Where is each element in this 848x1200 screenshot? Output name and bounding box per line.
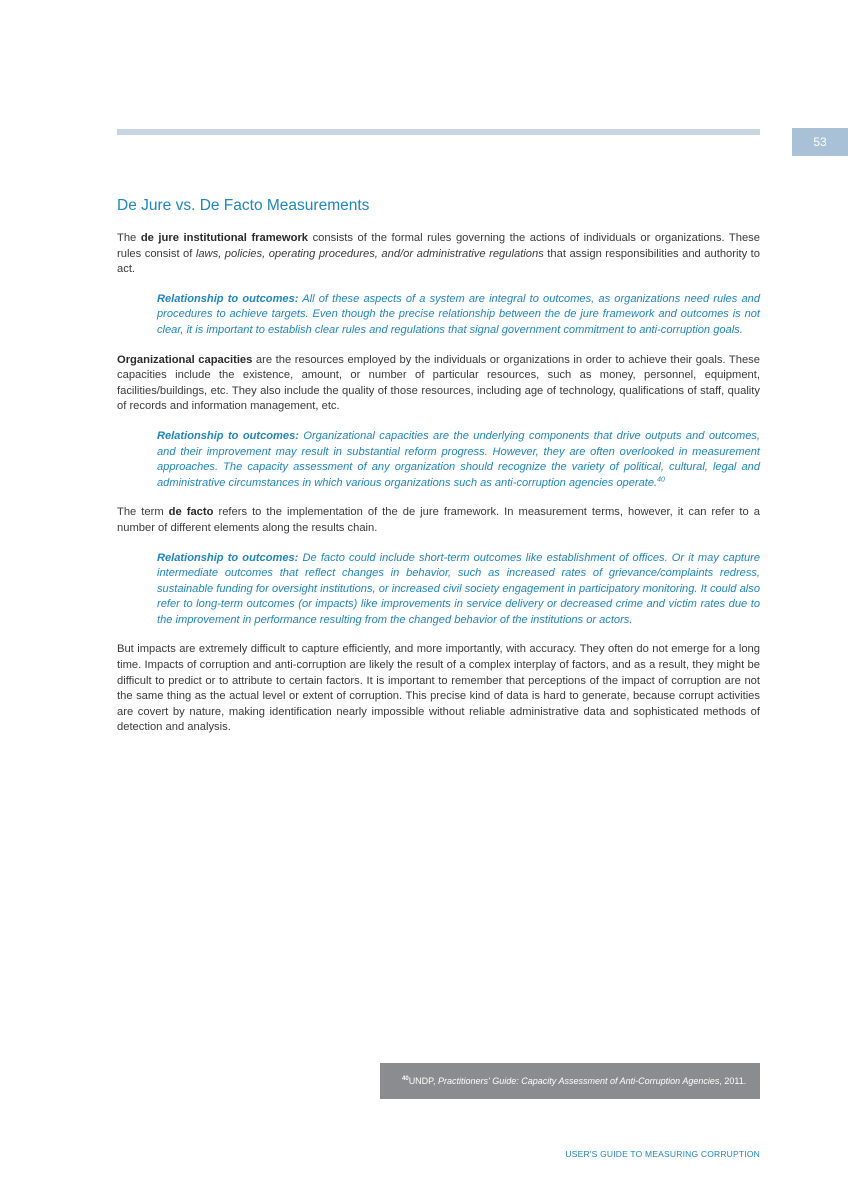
p2-term: Organizational capacities: [117, 353, 253, 366]
rel3-label: Relationship to outcomes:: [157, 551, 299, 564]
rel1-text: All of these aspects of a system are integral to outcomes, as organizations need rules and procedures to achieve targets. Even though the precise relationship between the de jure framework and outcomes is not clear, it is important to establish clear rules and regulations that signal government commitment to anti-corruption goals.: [157, 292, 761, 336]
rel3-text: De facto could include short-term outcomes like establishment of offices. Or it may capture intermediate outcomes that reflect changes in behavior, such as increased rates of grievance/complaints redress, sustainable funding for oversight institutions, or increased civil society engagement in participatory monitoring. It could also refer to long-term outcomes (or impacts) like improvements in service delivery or decreased crime and victim rates due to the improvement in performance resulting from the changed behavior of the institutions or actors.: [157, 551, 761, 626]
p3-pre: The term: [117, 506, 169, 519]
footnote-post: , 2011.: [719, 1076, 747, 1086]
running-footer: USER'S GUIDE TO MEASURING CORRUPTION: [565, 1149, 760, 1159]
p1-post: that assign responsibilities and authority to act.: [117, 247, 760, 276]
footnote-reference[interactable]: 40: [657, 476, 665, 484]
footnote-pre: UNDP,: [408, 1076, 439, 1086]
main-content: [117, 197, 760, 750]
section-heading: De Jure vs. De Facto Measurements: [117, 197, 370, 214]
paragraph-capacities: [117, 353, 760, 415]
rel2-text: Organizational capacities are the underlying components that drive outputs and outcomes, and their improvement may result in substantial reform progress. However, they are often overlooked in measurement approaches. The capacity assessment of any organization should recognize the variety of political, cultural, legal and administrative circumstances in which various organizations such as anti-corruption agencies operate.: [157, 429, 761, 489]
p2-text: are the resources employed by the individuals or organizations in order to achieve their goals. These capacities include the existence, amount, or number of particular resources, such as money, personnel, equipment, facilities/buildings, etc. They also include the quality of those resources, including age of technology, qualifications of staff, quality of records and information management, etc.: [117, 353, 761, 413]
footnote-title: Practitioners' Guide: Capacity Assessment of Anti-Corruption Agencies: [438, 1076, 720, 1086]
rel2-label: Relationship to outcomes:: [157, 429, 299, 442]
paragraph-de-jure: [117, 231, 760, 278]
footnote-number: 40: [402, 1076, 409, 1082]
p1-term: de jure institutional framework: [140, 232, 309, 244]
page-number: 53: [792, 128, 848, 156]
paragraph-impacts: But impacts are extremely difficult to capture efficiently, and more importantly, with accuracy. They often do not emerge for a long time. Impacts of corruption and anti-corruption are likely the result of a complex interplay of factors, and as a result, they might be difficult to predict or to attribute to certain factors. It is important to remember that perceptions of the impact of corruption are not the same thing as the actual level or extent of corruption. This precise kind of data is hard to generate, because corrupt activities are covert by nature, making identification nearly impossible without reliable administrative data and sophisticated methods of detection and analysis.: [117, 643, 760, 734]
paragraph-de-facto: [117, 505, 760, 536]
relationship-note-3: [157, 551, 760, 629]
header-rule: [117, 129, 760, 135]
footnote: [380, 1063, 760, 1099]
p1-mid: consists of the formal rules governing the actions of individuals or organizations. These rules consist of: [117, 232, 760, 260]
p3-post: refers to the implementation of the de jure framework. In measurement terms, however, it can refer to a number of different elements along the results chain.: [117, 506, 760, 534]
relationship-note-2: [157, 429, 760, 491]
p3-term: de facto: [168, 506, 214, 519]
relationship-note-1: [157, 292, 760, 339]
p1-pre: The: [117, 232, 141, 244]
rel1-label: Relationship to outcomes:: [157, 292, 299, 305]
p1-italic: laws, policies, operating procedures, and/or administrative regulations: [195, 247, 544, 260]
